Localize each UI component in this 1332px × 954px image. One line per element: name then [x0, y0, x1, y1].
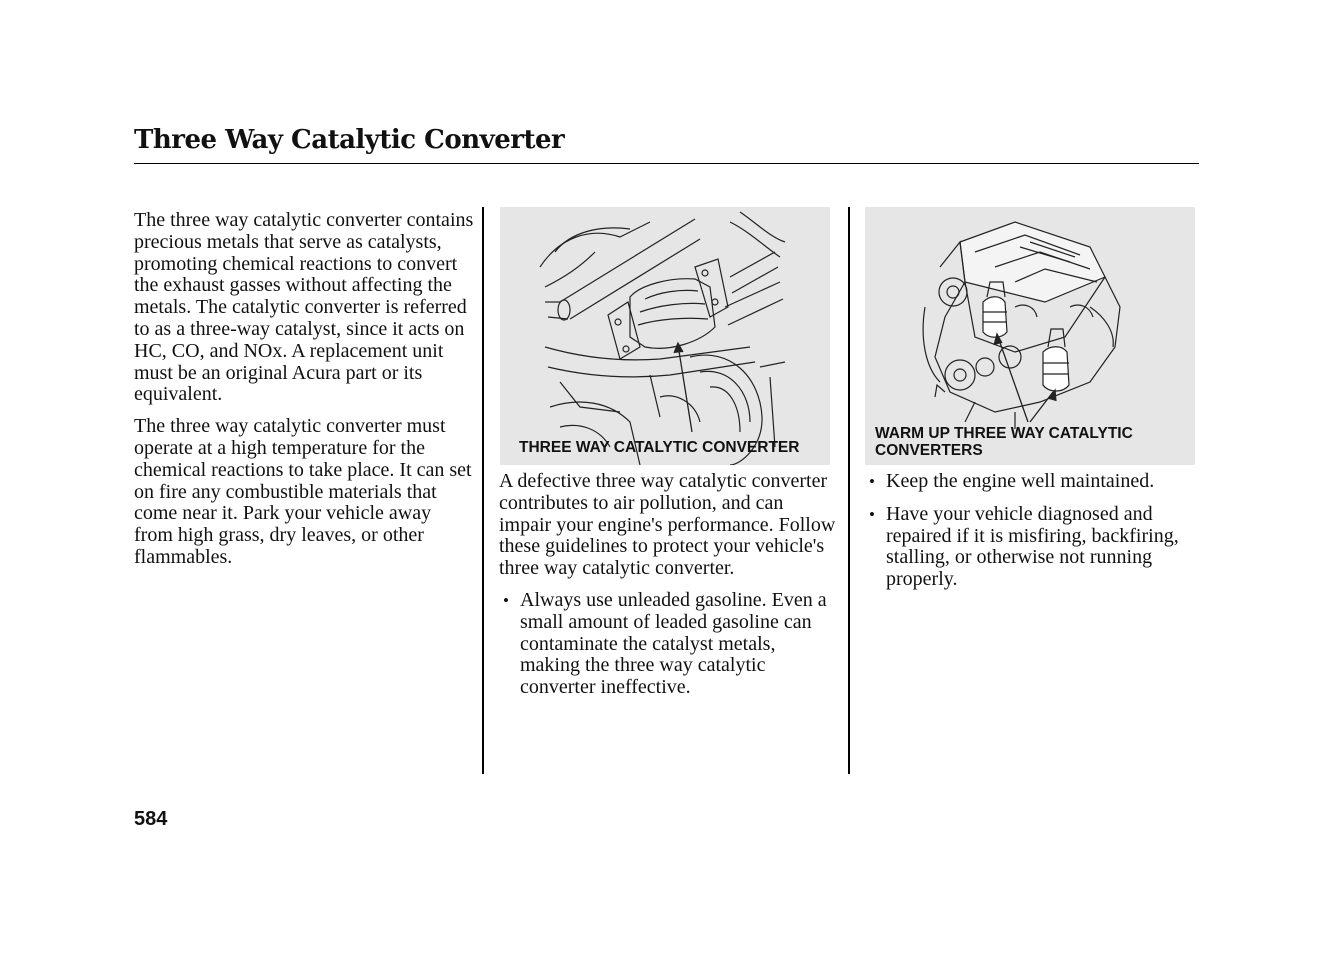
bullet-text: Have your vehicle diagnosed and repaired if it is misfiring, backfiring, stalling, or otherwise not running properly. [886, 502, 1179, 591]
list-item [865, 504, 1195, 591]
figure-catalytic-converter [500, 207, 830, 465]
bullet-icon: • [869, 472, 875, 491]
page-number: 584 [134, 808, 168, 830]
column-divider-1 [482, 207, 484, 774]
right-bullet-list [865, 471, 1195, 591]
middle-column [499, 471, 839, 710]
bullet-icon: • [869, 504, 875, 524]
right-column [865, 471, 1195, 602]
list-item [865, 471, 1195, 493]
figure-2-caption: WARM UP THREE WAY CATALYTIC CONVERTERS [875, 425, 1133, 459]
catalytic-converter-illustration [500, 207, 830, 465]
title-rule [134, 163, 1199, 164]
page-title: Three Way Catalytic Converter [134, 125, 565, 155]
left-paragraph-1: The three way catalytic converter contains precious metals that serve as catalysts, promoting chemical reactions to convert the exhaust gasses without affecting the metals. The catalytic converter is referred to as a three-way catalyst, since it acts on HC, CO, and NOx. A replacement unit must be an original Acura part or its equivalent. [134, 209, 474, 406]
column-divider-2 [848, 207, 850, 774]
left-paragraph-2: The three way catalytic converter must operate at a high temperature for the chemical reactions to take place. It can set on fire any combustible materials that come near it. Park your vehicle away from high grass, dry leaves, or other flammables. [134, 415, 472, 568]
middle-intro: A defective three way catalytic converter contributes to air pollution, and can impair your engine's performance. Follow these guidelines to protect your vehicle's three way catalytic converter. [499, 470, 836, 580]
figure-warm-up-converters [865, 207, 1195, 465]
bullet-text: Keep the engine well maintained. [886, 470, 1155, 492]
bullet-text: Always use unleaded gasoline. Even a small amount of leaded gasoline can contaminate the catalyst metals, making the three way catalytic converter ineffective. [520, 588, 827, 699]
bullet-icon: • [503, 590, 509, 610]
list-item [499, 590, 839, 699]
figure-1-caption: THREE WAY CATALYTIC CONVERTER [519, 439, 800, 456]
middle-bullet-list [499, 590, 839, 699]
left-column [134, 210, 474, 579]
